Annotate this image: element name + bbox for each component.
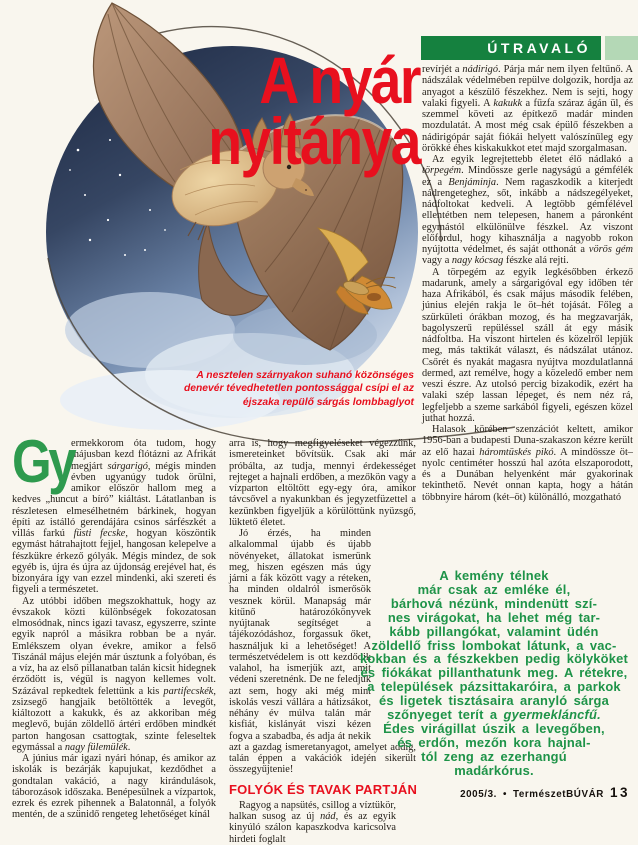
article-title-line1: A nyár (259, 43, 420, 117)
article-title (208, 43, 420, 178)
paragraph-text: Jó érzés, ha minden alkalommal újabb és újabb növényeket, állatokat ismerünk meg, hiszen egészen más úgy járni a fák között vagy a réteken, ha minden oldalról ismerősök vesznek körül. Manapság már kitűnő határozókönyvek nyújtanak segítséget a tájékozódáshoz, forgassuk őket, használjuk ki a lehetőséget! A természetvédelem is ott kezdődik valahol, ha ismerjük azt, amit védeni szeretnénk. De ne feledjük azt sem, hogy aki még mint iskolás veszi vállára a hátizsákot, néhány év múlva talán már kisfiát, kislányát viszi kézen fogva a szabadba, és adja át nekik azt a gazdag ismeretanyagot, amelyet addig, talán éppen a vakációk idején sikerült összegyűjtenie! (229, 528, 416, 776)
poem-line: bárhová nézünk, mindenütt szí- (390, 595, 598, 611)
section-banner-label: ÚTRAVALÓ (487, 40, 591, 56)
poem-line: Édes virágillat úszik a levegőben, (383, 720, 605, 736)
section-banner-light-block (605, 36, 638, 60)
poem-line: zöldellő friss lombokat látunk, a vac- (371, 637, 617, 653)
paragraph: Halasok körében szenzációt keltett, amikor 1956-ban a budapesti Duna-szakaszon kézre került az elő hazai háromtüskés pikó. A mindössze öt–nyolc centiméter hosszú hal azóta elszaporodott, és a Dunában helyenként már gyakorinak tekinthető. Nevét onnan kapta, hogy a hátán többnyire három (két–öt) különálló, mozgatható (422, 424, 633, 503)
closing-poem (350, 569, 638, 778)
illustration-caption: A nesztelen szárnyakon suhanó közönséges denevér tévedhetetlen pontossággal csípi el az éjszaka repülő sárgás lombbaglyot (183, 370, 414, 408)
poem-line: kább pillangókat, valamint üdén (389, 623, 599, 639)
poem-line: és fiókákat pillanthatunk meg. A rétekre, (360, 665, 628, 681)
paragraph: A törpegém az egyik legkésőbben érkező madarunk, amely a sárgarigóval egy időben tér haza Afrikából, és csak május második felében, június elején rakja le öt–hét tojását. Főleg a szürkületi órákban mozog, és ha megzavarják, bagolyszerű repüléssel száll át egy másik nádfoltba. Ha viszont hirtelen és közelről lepjük meg, más taktikát választ, és nádszálat utánoz. Csőrét és nyakát magasra nyújtva mozdulatlanná dermed, azt remélve, hogy a közeledő ember nem veszi észre. Az utolsó percig bizakodik, ezért ha valaki szép lassan lépeget, és nem néz rá, legfeljebb a szeme sarkából figyeli, egészen közel juthat hozzá. (422, 266, 633, 424)
paragraph: A június már igazi nyári hónap, és amikor az iskolák is bezárják kapujukat, kezdődhet a gondtalan vakáció, a nagy kirándulások, táborozások időszaka. Benépesülnek a vízpartok, ezrek és ezrek pihennek a Balatonnál, a folyók mentén, de a szünidő rengeteg lehetőséget kínál (12, 753, 216, 821)
text-column-3 (422, 64, 633, 503)
footer-page-number: 13 (609, 785, 630, 800)
poem-wrap-spacer-small (396, 800, 416, 840)
poem-line: A kemény télnek (439, 568, 549, 583)
footer-magazine-bold: BÚVÁR (566, 789, 604, 800)
section-banner (421, 36, 601, 60)
footer-magazine-regular: Természet (512, 789, 567, 800)
poem-line: szőnyeget terít a gyermekláncfű. (387, 707, 601, 723)
paragraph: arra is, hogy megfigyeléseket végezzünk, ismereteinket bővítsük. Csak aki már próbálta, az tudja, mennyi érdekességet rejteget a hajnali erdőben, a mezőkön vagy a vízparton eltöltött egy-egy óra, amikor távcsővel a nyakunkban és jegyzetfüzettel a kezünkben figyeljük a körülöttünk nyüzsgő, lüktető életet. (229, 438, 416, 528)
paragraph: Az egyik legrejtettebb életet élő nádlakó a törpegém. Mindössze gerle nagyságú a gémfélék ez a Benjáminja. Nem ragaszkodik a kiterjedt nádrengeteghez, sőt, inkább a nádszegélyeket, nádfoltokat kedveli. A legtöbb gémfélével ellentétben nem telepesen, hanem a páronként egymástól elkülönülve fészkel. Az viszont előfordul, hogy kihasználja a nagyobb rokon nyújtotta védelmet, és saját otthonát a vörös gém vagy a nagy kócsag fészke alá rejti. (422, 154, 633, 267)
paragraph: Az utóbbi időben megszokhattuk, hogy az évszakok közti különbségek fokozatosan elmosódnak, nincs igazi tavasz, egyszerre, szinte egyik napról a másikra robban be a nyár. Emlékszem olyan évekre, amikor a felső Tiszánál május elején már úsztunk a folyóban, és a víz, ha az első pillanatban talán kicsit hidegnek érződött is, végül is nagyon kellemes volt. Százával repkedtek felettünk a kis partifecskék, zsizsegő hangjaik betöltötték a levegőt, kiáltozott a kakukk, és az akkoriban még meglevő, buján zöldellő ártéri erdőben mindkét parton hangosan csattogtak, szinte feleseltek egymással a nagy fülemülék. (12, 595, 216, 753)
poem-line: tól zeng az ezerhangú (421, 748, 567, 764)
section-heading: FOLYÓK ÉS TAVAK PARTJÁN (229, 781, 418, 797)
paragraph (12, 428, 217, 596)
poem-line: és erdőn, mezőn kora hajnal- (397, 734, 591, 750)
dropcap: Gy (12, 428, 74, 495)
poem-line: a települések pázsittakaróira, a parkok (367, 679, 621, 695)
text-column-1 (12, 428, 217, 821)
paragraph: revírjét a nádirigó. Párja már nem ilyen feltűnő. A nádszálak védelmében repülve dolgozik, hordja az anyagot a készülő fészekhez. Nem is sejti, hogy valaki figyeli. A kakukk a fűzfa száraz ágán ül, és szemmel követi az építkező madár minden mozdulatát. A most még csak épülő fészekben a nádirigópár saját fiókái helyett valószínűleg egy örökké éhes kiskakukkot etet majd szorgalmasan. (422, 64, 633, 154)
footer-magazine-name (513, 789, 604, 800)
page-footer (460, 785, 630, 800)
poem-line: és ligetek tisztásaira aranyló sárga (378, 693, 609, 709)
paragraph-text: Ragyog a napsütés, csillog a víztükör, halkan susog az új nád, és az egyik kinyúló szálon kapaszkodva karicsolva hirdeti foglalt (229, 799, 396, 845)
paragraph (229, 800, 416, 845)
paragraph-text: ermekkorom óta tudom, hogy májusban kezd flótázni az Afrikát megjárt sárgarigó, mégis minden évben ugyanúgy tudok örülni, amikor először hallom meg a kedves „huncut a bíró” kiáltást. Látatlanban is részletesen elmesélhetném bárkinek, hogyan építi az istálló gerendájára csinos sárfészkét a villás farkú füsti fecske, hogyan köszöntik egymást hátrahajtott fejjel, hangosan kelepelve a fészkükre érkező gólyák. Mégis mindez, de sok egyéb is, újra és újra az újdonság erejével hat, és bizonyára így van ezzel mindenki, aki szereti és figyeli a természetet. (12, 438, 217, 596)
article-title-line2: nyitánya (208, 104, 420, 178)
footer-separator-icon: • (502, 789, 507, 800)
poem-line: nes virágokat, ha lehet még tar- (387, 609, 601, 625)
poem-line: madárkórus. (454, 762, 534, 778)
poem-line: kokban és a fészkekben pedig kölyköket (360, 651, 628, 667)
footer-issue: 2005/3. (460, 789, 497, 800)
poem-line: már csak az emléke él, (417, 581, 571, 597)
